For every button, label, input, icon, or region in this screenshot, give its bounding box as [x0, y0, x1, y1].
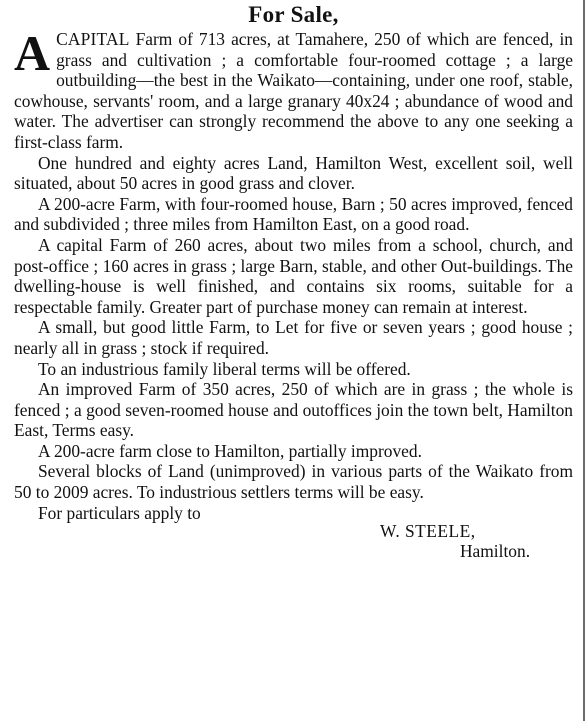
advert-heading: For Sale,: [248, 2, 339, 27]
paragraph-land-blocks: Several blocks of Land (unimproved) in various parts of the Waikato from 50 to 2009 acres. To industrious settlers terms will be easy.: [14, 461, 573, 503]
paragraph-260-acre-farm: A capital Farm of 260 acres, about two miles from a school, church, and post-office ; 160 acres in grass ; large Barn, stable, and other Out-buildings. The dwelling-house is well finished, and contains six rooms, suitable for a respectable family. Greater part of purchase money can remain at interest.: [14, 234, 573, 317]
signoff: [14, 502, 573, 561]
paragraph-farm-near-hamilton: A 200-acre farm close to Hamilton, partially improved.: [38, 440, 422, 461]
signature-place: Hamilton.: [460, 540, 531, 561]
drop-cap: A: [14, 25, 51, 81]
paragraph-small-farm-to-let: A small, but good little Farm, to Let for five or seven years ; good house ; nearly all in grass ; stock if required.: [14, 317, 573, 358]
closing-line: For particulars apply to: [38, 502, 201, 523]
paragraph-tamahere-farm: [14, 25, 573, 153]
paragraph-200-acre-farm: A 200-acre Farm, with four-roomed house, Barn ; 50 acres improved, fenced and subdivided ; three miles from Hamilton East, on a good road.: [14, 193, 573, 235]
paragraph-350-acre-farm: An improved Farm of 350 acres, 250 of which are in grass ; the whole is fenced ; a good seven-roomed house and outoffices join the town belt, Hamilton East, Terms easy.: [14, 379, 573, 441]
signature-name: W. STEELE,: [380, 520, 476, 541]
advert-body: [14, 25, 573, 561]
lead-word: CAPITAL: [56, 29, 130, 49]
paragraph-text: Farm of 713 acres, at Tamahere, 250 of which are fenced, in grass and cultivation ; a comfortable four-roomed cottage ; a large outbuilding—the best in the Waikato—containing, under one roof, stable, cowhouse, servants' room, and a large granary 40x24 ; abundance of wood and water. The advertiser can strongly recommend the above to any one seeking a first-class farm.: [14, 29, 573, 152]
paragraph-liberal-terms: To an industrious family liberal terms will be offered.: [38, 358, 411, 379]
paragraph-hamilton-west: One hundred and eighty acres Land, Hamilton West, excellent soil, well situated, about 50 acres in good grass and clover.: [14, 152, 573, 194]
